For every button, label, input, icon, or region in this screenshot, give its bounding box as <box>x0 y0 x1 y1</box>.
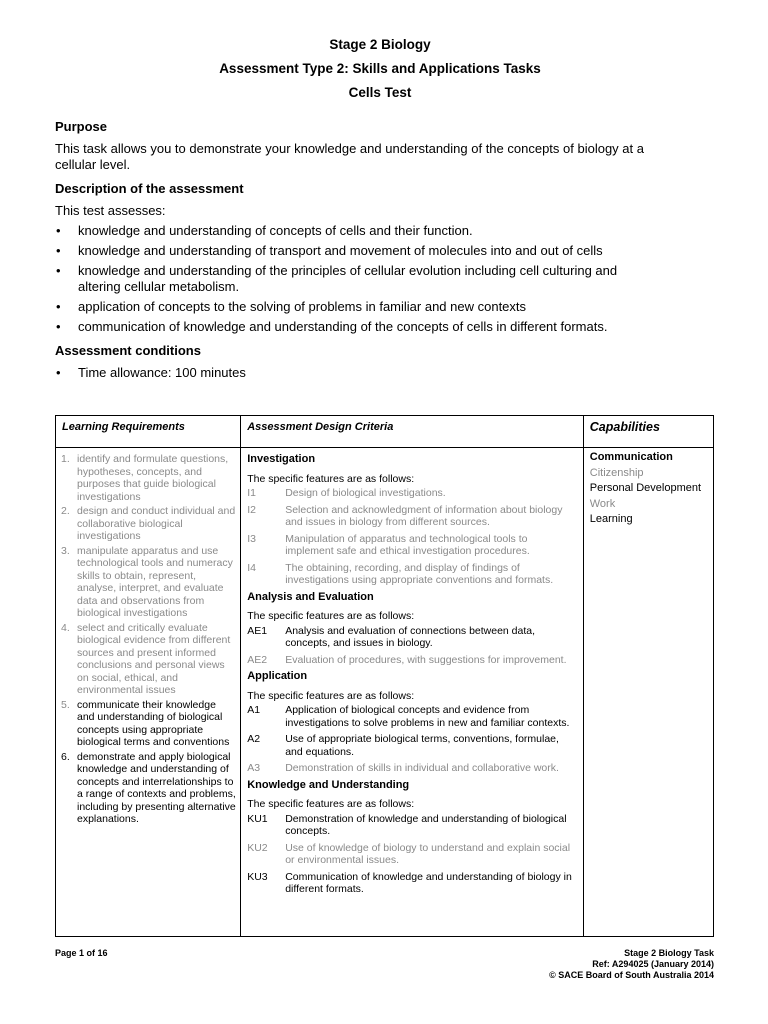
criterion-item: KU1 Demonstration of knowledge and understanding of biological concepts. <box>247 812 567 837</box>
title-block <box>0 33 768 105</box>
title-test-name: Cells Test <box>348 85 412 100</box>
purpose-text: This task allows you to demonstrate your knowledge and understanding of the concepts of biology at a cellular level. <box>55 141 644 172</box>
bullet-icon: • <box>56 319 61 334</box>
title-assessment-type: Assessment Type 2: Skills and Applications Tasks <box>219 61 541 76</box>
footer-page-number: Page 1 of 16 <box>55 948 108 958</box>
learning-requirements-cell <box>56 448 241 937</box>
learning-requirement-item: 3. manipulate apparatus and use technological tools and numeracy skills to obtain, represent, analyse, interpret, and evaluate data and observations from biological investigations <box>61 544 233 619</box>
bullet-icon: • <box>56 263 61 278</box>
footer-copyright: © SACE Board of South Australia 2014 <box>549 970 714 980</box>
description-intro: This test assesses: <box>55 203 166 218</box>
footer-ref: Ref: A294025 (January 2014) <box>592 959 714 969</box>
list-item: • knowledge and understanding of the principles of cellular evolution including cell culturing and altering cellular metabolism. <box>56 263 618 294</box>
purpose-heading: Purpose <box>55 119 108 134</box>
list-item: • application of concepts to the solving of problems in familiar and new contexts <box>56 299 527 314</box>
bullet-icon: • <box>56 243 61 258</box>
criterion-item: AE2 Evaluation of procedures, with suggestions for improvement. <box>247 653 567 666</box>
learning-requirement-item: 5. communicate their knowledge and understanding of biological concepts using appropriate biological terms and conventions <box>61 698 230 748</box>
criterion-item: I3 Manipulation of apparatus and technological tools to implement safe and ethical investigation procedures. <box>247 532 530 557</box>
document-body <box>55 119 655 385</box>
criterion-item: A2 Use of appropriate biological terms, conventions, formulae, and equations. <box>247 733 559 758</box>
capability-learning: Learning <box>589 513 633 525</box>
criteria-heading-analysis: Analysis and Evaluation <box>247 590 374 603</box>
criteria-heading-investigation: Investigation <box>247 453 316 465</box>
criterion-item: A1 Application of biological concepts and evidence from investigations to solve problems in new and familiar contexts. <box>247 704 570 729</box>
list-item: • knowledge and understanding of concepts of cells and their function. <box>56 223 473 238</box>
learning-requirement-item: 4. select and critically evaluate biological evidence from different sources and present informed conclusions and personal views on social, ethical, and environmental issues <box>61 621 231 696</box>
criterion-item: KU3 Communication of knowledge and understanding of biology in different formats. <box>247 870 572 895</box>
footer-task-name: Stage 2 Biology Task <box>624 948 714 958</box>
list-item: • knowledge and understanding of transport and movement of molecules into and out of cells <box>56 243 603 258</box>
description-heading: Description of the assessment <box>55 181 244 196</box>
criterion-item: AE1 Analysis and evaluation of connections between data, concepts, and issues in biology. <box>247 624 536 649</box>
header-assessment-design-criteria: Assessment Design Criteria <box>241 416 584 448</box>
criteria-heading-knowledge: Knowledge and Understanding <box>247 778 410 791</box>
description-list <box>55 223 655 335</box>
list-item: • communication of knowledge and understanding of the concepts of cells in different formats. <box>56 319 608 334</box>
learning-requirement-item: 1. identify and formulate questions, hypotheses, concepts, and purposes that guide biological investigations <box>61 453 229 503</box>
criteria-subheading: The specific features are as follows: <box>247 610 415 622</box>
footer-reference <box>549 948 714 981</box>
criteria-subheading: The specific features are as follows: <box>247 472 415 485</box>
header-learning-requirements: Learning Requirements <box>56 416 241 448</box>
table-header-row <box>56 416 714 448</box>
criterion-item: KU2 Use of knowledge of biology to understand and explain social or environmental issues. <box>247 841 571 866</box>
criterion-item: I2 Selection and acknowledgment of information about biology and issues in biology from different sources. <box>247 503 563 528</box>
table-row <box>56 448 714 937</box>
criterion-item: I4 The obtaining, recording, and display of findings of investigations using appropriate conventions and formats. <box>247 561 554 586</box>
bullet-icon: • <box>56 299 61 314</box>
assessment-criteria-cell <box>241 448 584 937</box>
title-stage: Stage 2 Biology <box>329 37 431 52</box>
learning-requirement-item: 6. demonstrate and apply biological knowledge and understanding of concepts and interrelationships to a range of contexts and problems, including by presenting alternative explanations. <box>61 750 236 825</box>
capability-communication: Communication <box>589 451 673 463</box>
criterion-item: A3 Demonstration of skills in individual and collaborative work. <box>247 762 559 774</box>
criteria-subheading: The specific features are as follows: <box>247 798 415 810</box>
conditions-list <box>55 365 655 381</box>
capability-personal-development: Personal Development <box>589 482 702 494</box>
criteria-subheading: The specific features are as follows: <box>247 689 415 702</box>
capability-citizenship: Citizenship <box>589 466 644 479</box>
conditions-heading: Assessment conditions <box>55 343 201 358</box>
criterion-item: I1 Design of biological investigations. <box>247 487 446 499</box>
capability-work: Work <box>589 497 616 510</box>
header-capabilities: Capabilities <box>583 416 713 448</box>
criteria-heading-application: Application <box>247 670 308 682</box>
list-item: • Time allowance: 100 minutes <box>56 365 246 380</box>
assessment-table <box>55 415 714 937</box>
learning-requirement-item: 2. design and conduct individual and collaborative biological investigations <box>61 505 236 542</box>
bullet-icon: • <box>56 365 61 380</box>
bullet-icon: • <box>56 223 61 238</box>
capabilities-cell <box>583 448 713 937</box>
